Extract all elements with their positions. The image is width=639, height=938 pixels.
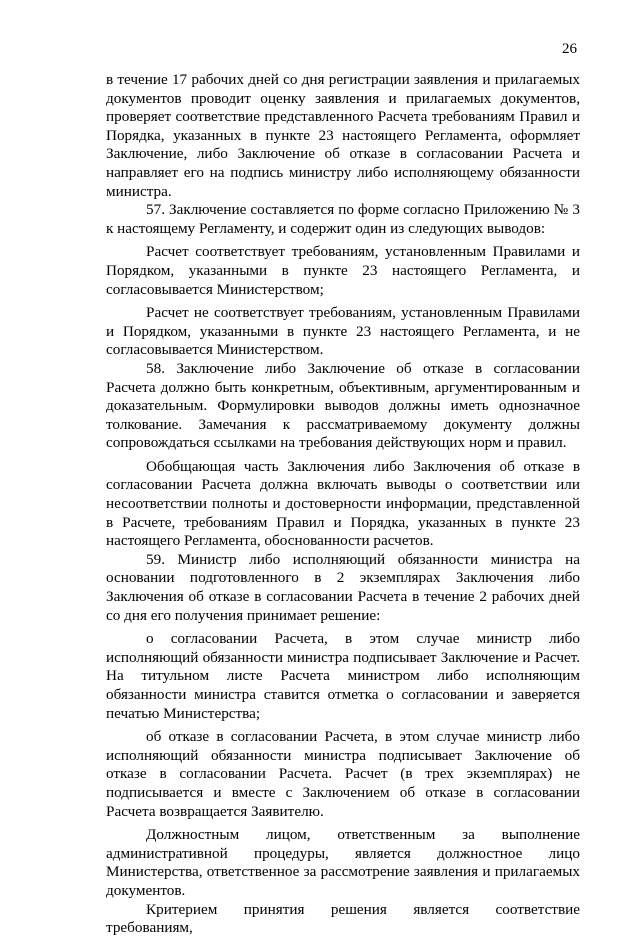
- paragraph-decision-criterion: Критерием принятия решения является соответствие требованиям,: [106, 900, 580, 937]
- document-body: [106, 71, 580, 938]
- paragraph-conclusion-positive: Расчет соответствует требованиям, установленным Правилами и Порядком, указанными в пункте 23 настоящего Регламента, и согласовывается Министерством;: [106, 243, 580, 298]
- page-number: 26: [562, 41, 577, 57]
- paragraph-conclusion-negative: Расчет не соответствует требованиям, установленным Правилами и Порядком, указанными в пункте 23 настоящего Регламента, и не согласовывается Министерством.: [106, 304, 580, 359]
- paragraph-continuation: в течение 17 рабочих дней со дня регистрации заявления и прилагаемых документов проводит оценку заявления и прилагаемых документов, проверяет соответствие представленного Расчета требованиям Правил и Порядка, указанных в пункте 23 настоящего Регламента, оформляет Заключение, либо Заключение об отказе в согласовании Расчета и направляет его на подпись министру либо исполняющему обязанности министра.: [106, 71, 580, 200]
- paragraph-57: 57. Заключение составляется по форме согласно Приложению № 3 к настоящему Регламенту, и содержит один из следующих выводов:: [106, 201, 580, 237]
- paragraph-58: 58. Заключение либо Заключение об отказе в согласовании Расчета должно быть конкретным, объективным, аргументированным и доказательным. Формулировки выводов должны иметь однозначное толкование. Замечания к рассматриваемому документу должны сопровождаться ссылками на требования действующих норм и правил.: [106, 359, 580, 452]
- paragraph-decision-approve: о согласовании Расчета, в этом случае министр либо исполняющий обязанности министра подписывает Заключение и Расчет. На титульном листе Расчета министром либо исполняющим обязанности министра ставится отметка о согласовании и заверяется печатью Министерства;: [106, 630, 580, 722]
- paragraph-59: 59. Министр либо исполняющий обязанности министра на основании подготовленного в 2 экземплярах Заключения либо Заключения об отказе в согласовании Расчета в течение 2 рабочих дней со дня его получения принимает решение:: [106, 550, 580, 624]
- paragraph-summary-part: Обобщающая часть Заключения либо Заключения об отказе в согласовании Расчета должна включать выводы о соответствии или несоответствии полноты и достоверности информации, представленной в Расчете, требованиям Правил и Порядка, указанных в пункте 23 настоящего Регламента, обоснованности расчетов.: [106, 457, 580, 550]
- paragraph-responsible-official: Должностным лицом, ответственным за выполнение административной процедуры, является должностное лицо Министерства, ответственное за рассмотрение заявления и прилагаемых документов.: [106, 826, 580, 899]
- paragraph-decision-refuse: об отказе в согласовании Расчета, в этом случае министр либо исполняющий обязанности министра подписывает Заключение об отказе в согласовании Расчета. Расчет (в трех экземплярах) не подписывается и вместе с Заключением об отказе в согласовании Расчета возвращается Заявителю.: [106, 728, 580, 820]
